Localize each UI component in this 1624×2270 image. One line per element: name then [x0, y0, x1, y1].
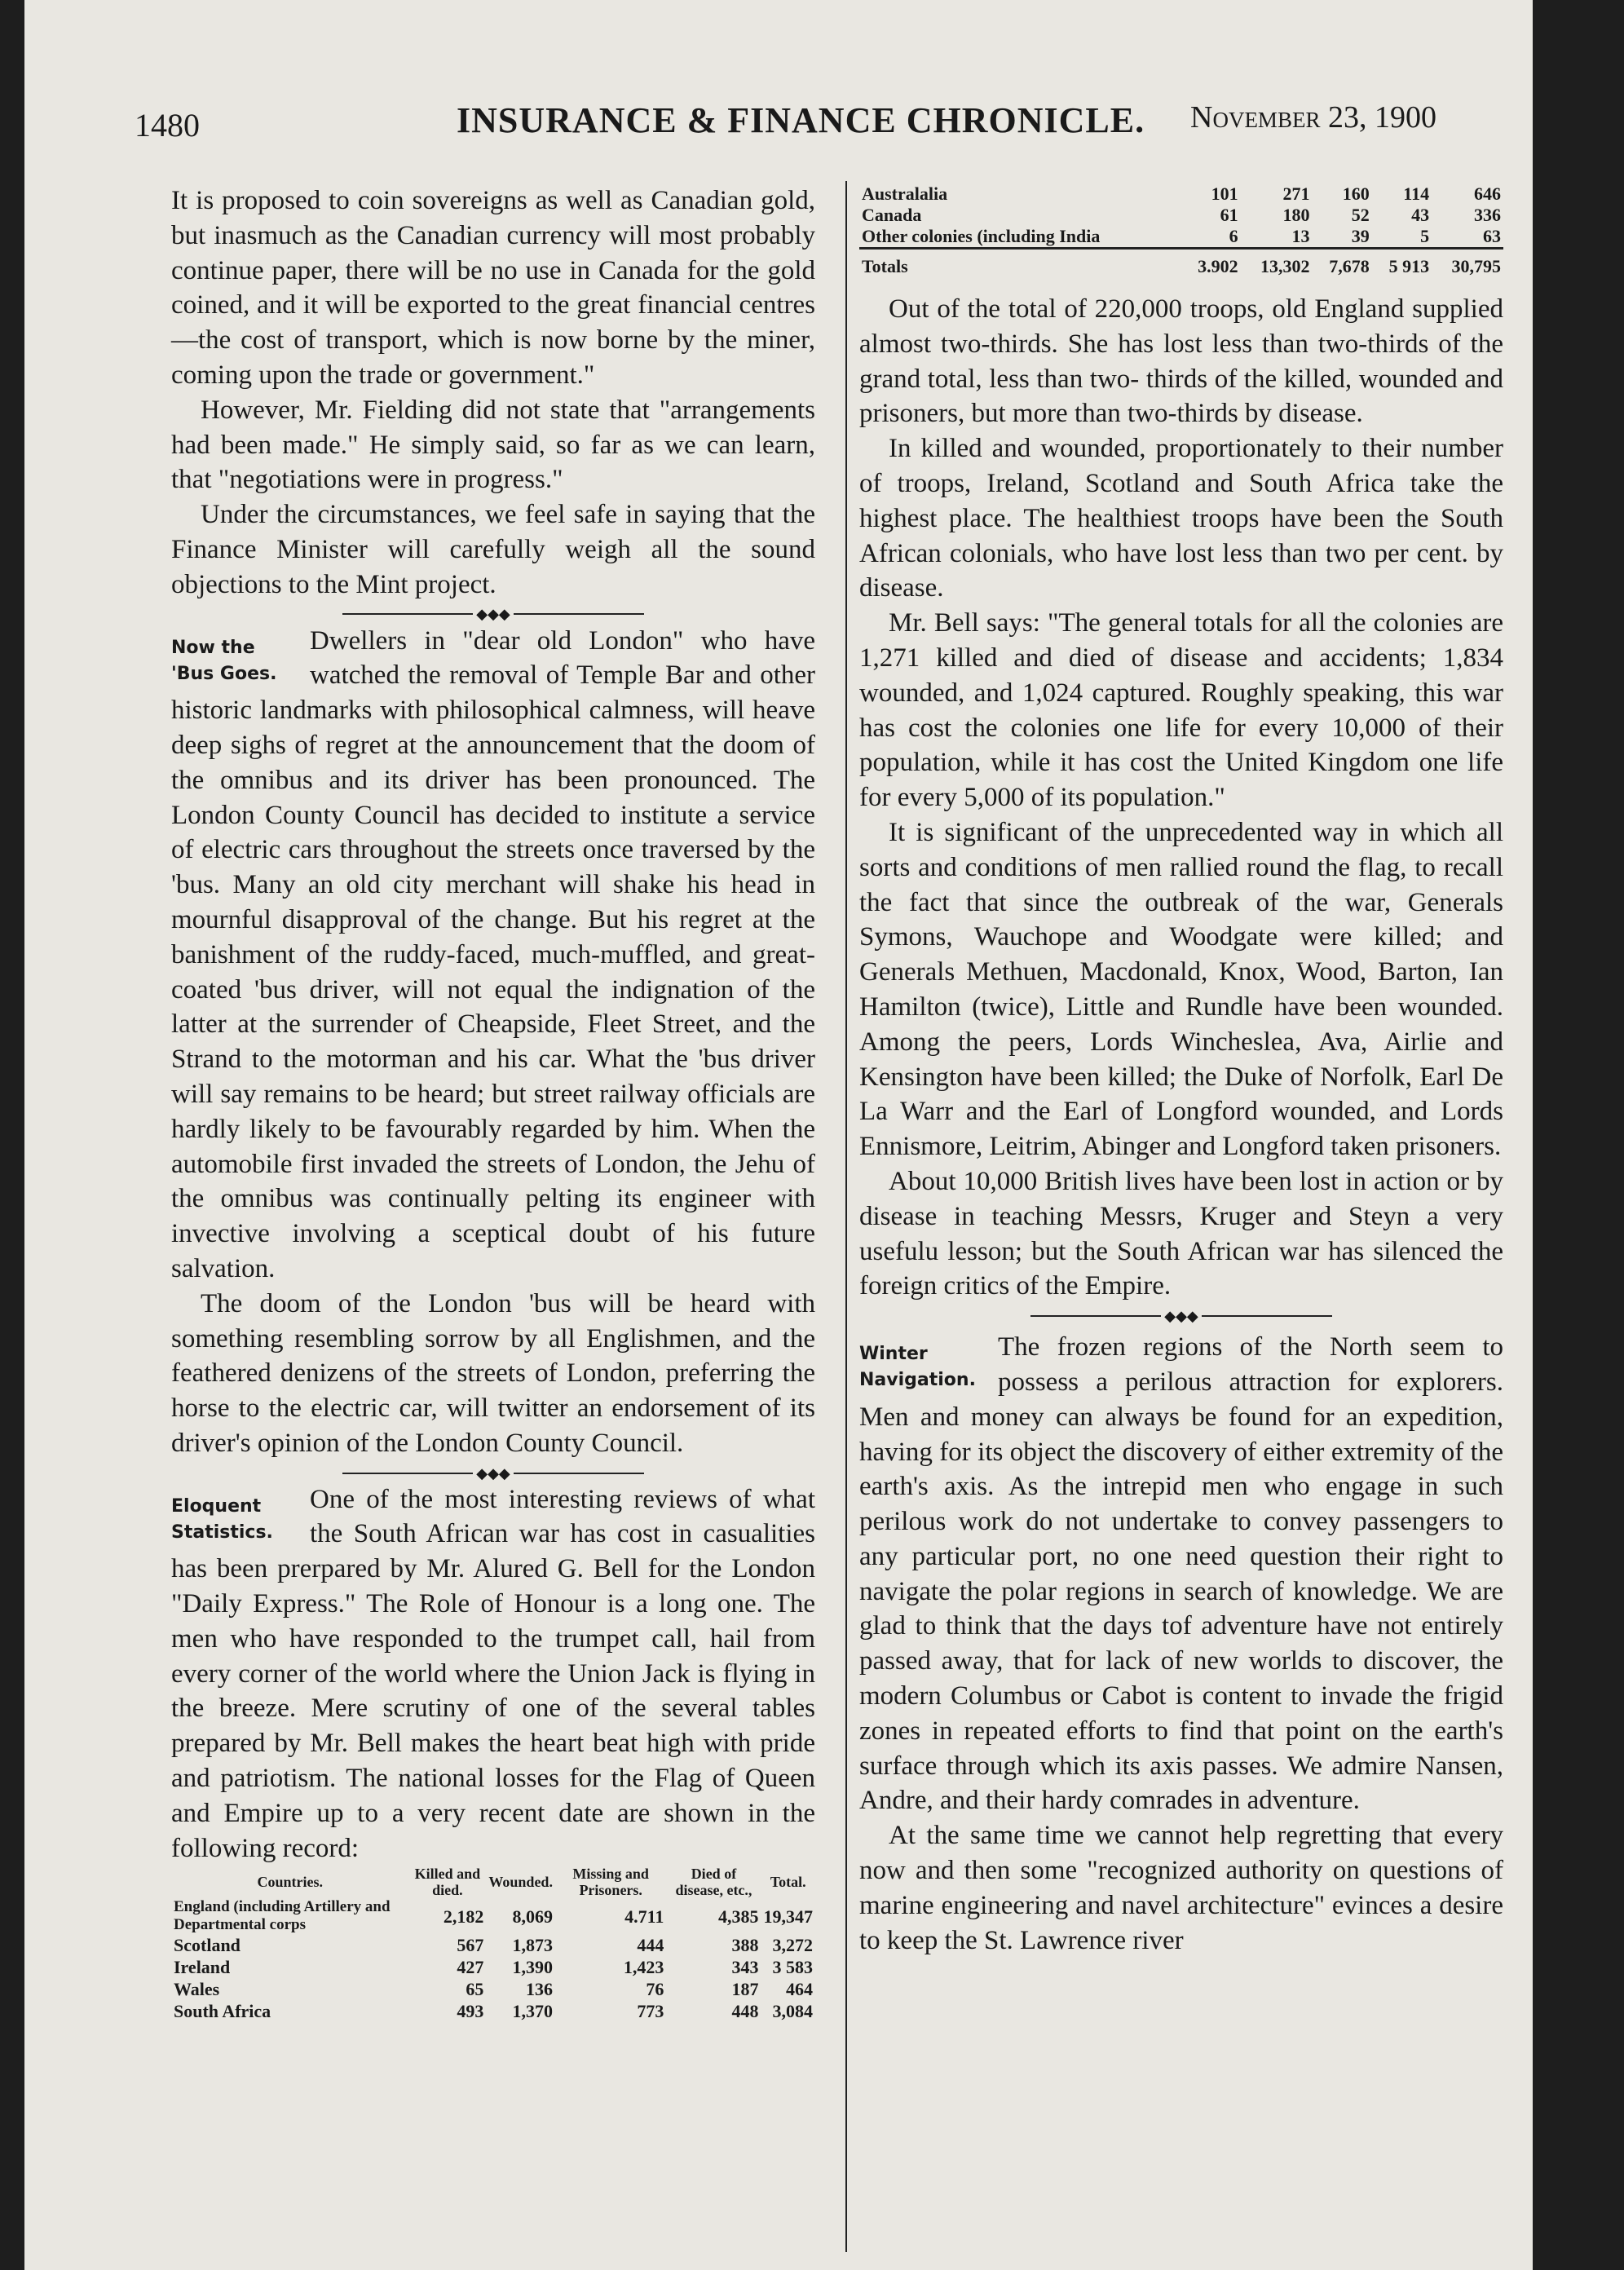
- war-paragraph: It is significant of the unprecedented way in which all sorts and conditions of men rallied round the flag, to recall the fact that since the outbreak of the war, Generals Symons, Wauchope and Woodgate were killed; and Generals Methuen, Macdonald, Knox, Wood, Barton, Ian Hamilton (twice), Little and Rundle have been wounded. Among the peers, Lords Wincheslea, Ava, Airlie and Kensington have been killed; the Duke of Norfolk, Earl De La Warr and the Earl of Longford wounded, and Lords Ennismore, Leitrim, Abinger and Longford taken prisoners.: [859, 817, 1503, 1162]
- cell-disease: 187: [731, 1979, 759, 2000]
- table-row: [171, 1934, 815, 1956]
- statistics-heading: Eloquent Statistics.: [171, 1495, 273, 1543]
- bus-paragraph: The doom of the London 'bus will be heard with something resembling sorrow by all Englishmen, and the feathered denizens of the streets of London, preferring the horse to the electric car, will twitter an endorsement of its driver's opinion of the London County Council.: [171, 1288, 815, 1458]
- table-row: [171, 1956, 815, 1978]
- cell-disease: 343: [731, 1957, 759, 1978]
- cell-killed: 2,182: [443, 1906, 484, 1927]
- cell-total: 646: [1474, 183, 1501, 204]
- section-ornament: ◆◆◆: [171, 603, 815, 624]
- cell-killed: 61: [1220, 205, 1238, 225]
- cell-wounded: 1,370: [512, 2001, 553, 2022]
- totals-row: [859, 249, 1503, 278]
- mint-paragraph: However, Mr. Fielding did not state that "arrangements had been made." He simply said, so far as we can learn, that "negotiations were in progress.": [171, 395, 815, 495]
- cell-total: 30,795: [1432, 249, 1503, 278]
- section-ornament: ◆◆◆: [171, 1461, 815, 1482]
- winter-heading: Winter Navigation.: [859, 1344, 976, 1391]
- war-paragraph: In killed and wounded, proportionately to their number of troops, Ireland, Scotland and South Africa take the highest place. The healthiest troops have been the South African colonials, who have lost less than two per cent. by disease.: [859, 434, 1503, 603]
- table-row: [171, 1978, 815, 2000]
- winter-article: [859, 1330, 1503, 1958]
- cell-killed: 3.902: [1180, 249, 1240, 278]
- cell-country: Scotland: [174, 1935, 241, 1956]
- table-header-row: [171, 1866, 815, 1898]
- winter-paragraph: At the same time we cannot help regretting that every now and then some "recognized authority on questions of marine engineering and navel architecture" evinces a desire to keep the St. Lawrence river: [859, 1821, 1503, 1955]
- issue-date: November 23, 1900: [1190, 100, 1436, 135]
- cell-wounded: 1,390: [512, 1957, 553, 1978]
- cell-missing: 444: [637, 1935, 664, 1956]
- header-killed: Killed and died.: [414, 1866, 481, 1899]
- cell-total: 464: [786, 1979, 813, 2000]
- table-row: [171, 1898, 815, 1934]
- cell-wounded: 8,069: [512, 1906, 553, 1927]
- bus-article: [171, 624, 815, 1461]
- cell-wounded: 180: [1282, 205, 1310, 225]
- cell-killed: 6: [1229, 226, 1238, 246]
- cell-missing: 773: [637, 2001, 664, 2022]
- cell-disease: 5: [1420, 226, 1430, 246]
- cell-country: Wales: [174, 1979, 220, 2000]
- cell-missing: 39: [1351, 226, 1370, 246]
- header-disease: Died of disease, etc.,: [675, 1866, 752, 1899]
- table-row: [171, 2000, 815, 2022]
- header-wounded: Wounded.: [488, 1874, 553, 1891]
- cell-total: 63: [1483, 226, 1501, 246]
- header-total: Total.: [770, 1874, 806, 1891]
- cell-killed: 101: [1211, 183, 1238, 204]
- cell-killed: 427: [457, 1957, 484, 1978]
- casualty-table-continued: [859, 183, 1503, 277]
- casualty-table: [171, 1866, 815, 2022]
- cell-killed: 567: [457, 1935, 484, 1956]
- cell-disease: 5 913: [1372, 249, 1432, 278]
- statistics-article: [171, 1482, 815, 1866]
- cell-total: 3,272: [772, 1935, 813, 1956]
- cell-total: 3,084: [772, 2001, 813, 2022]
- cell-missing: 1,423: [623, 1957, 664, 1978]
- cell-country: South Africa: [174, 2001, 271, 2022]
- war-paragraph: Mr. Bell says: "The general totals for all the colonies are 1,271 killed and died of disease and accidents; 1,834 wounded, and 1,024 captured. Roughly speaking, this war has cost the colonies one life for every 10,000 of their population, while it has cost the United Kingdom one life for every 5,000 of its population.": [859, 608, 1503, 813]
- cell-total: 3 583: [772, 1957, 813, 1978]
- table-row: [859, 226, 1503, 249]
- table-row: [859, 205, 1503, 226]
- cell-total: 19,347: [763, 1906, 813, 1927]
- cell-disease: 448: [731, 2001, 759, 2022]
- cell-killed: 65: [466, 1979, 484, 2000]
- cell-disease: 114: [1403, 183, 1430, 204]
- cell-totals-label: Totals: [859, 249, 1180, 278]
- cell-total: 336: [1474, 205, 1501, 225]
- page-header: [135, 91, 1488, 144]
- cell-country: Canada: [862, 205, 922, 225]
- cell-wounded: 136: [525, 1979, 553, 2000]
- header-missing: Missing and Prisoners.: [572, 1866, 649, 1899]
- cell-disease: 4,385: [717, 1906, 759, 1927]
- war-paragraph: Out of the total of 220,000 troops, old England supplied almost two-thirds. She has lost less than two-thirds of the grand total, less than two- thirds of the killed, wounded and prisoners, but more than two-thirds by disease.: [859, 294, 1503, 429]
- header-countries: Countries.: [257, 1874, 323, 1891]
- cell-country: Australalia: [862, 183, 948, 204]
- cell-wounded: 1,873: [512, 1935, 553, 1956]
- bus-paragraph: Dwellers in "dear old London" who have watched the removal of Temple Bar and other historic landmarks with philosophical calmness, will heave deep sighs of regret at the announcement that the doom of the omnibus and its driver has been pronounced. The London County Council has decided to institute a service of electric cars throughout the streets once traversed by the 'bus. Many an old city merchant will shake his head in mournful disapproval of the change. But his regret at the banishment of the ruddy-faced, much-muffled, and great-coated 'bus driver, will not equal the indignation of the latter at the surrender of Cheapside, Fleet Street, and the Strand to the motorman and his car. What the 'bus driver will say remains to be heard; but street railway officials are hardly likely to be favourably regarded by him. When the automobile first invaded the streets of London, the Jehu of the omnibus was continually pelting its engineer with invective involving a sceptical doubt of his future salvation.: [171, 625, 815, 1283]
- cell-wounded: 13: [1291, 226, 1310, 246]
- section-ornament: ◆◆◆: [859, 1304, 1503, 1325]
- cell-disease: 388: [731, 1935, 759, 1956]
- cell-missing: 160: [1342, 183, 1370, 204]
- cell-country: Ireland: [174, 1957, 231, 1978]
- left-column: [171, 183, 815, 2022]
- page-number: 1480: [135, 107, 200, 144]
- cell-wounded: 271: [1282, 183, 1310, 204]
- cell-missing: 4.711: [624, 1906, 664, 1927]
- cell-missing: 52: [1351, 205, 1370, 225]
- mint-paragraph: Under the circumstances, we feel safe in saying that the Finance Minister will carefully weigh all the sound objections to the Mint project.: [171, 500, 815, 599]
- cell-country: England (including Artillery and Departmental corps: [174, 1898, 391, 1934]
- bus-heading: Now the 'Bus Goes.: [171, 637, 277, 684]
- cell-missing: 7,678: [1312, 249, 1371, 278]
- table-row: [859, 183, 1503, 205]
- journal-title: INSURANCE & FINANCE CHRONICLE.: [457, 100, 1145, 140]
- cell-killed: 493: [457, 2001, 484, 2022]
- war-paragraph: About 10,000 British lives have been lost in action or by disease in teaching Messrs, Kruger and Steyn a very usefulu lesson; but the South African war has silenced the foreign critics of the Empire.: [859, 1166, 1503, 1301]
- cell-country: Other colonies (including India: [862, 226, 1101, 246]
- column-divider: [845, 181, 847, 2252]
- mint-paragraph: It is proposed to coin sovereigns as well as Canadian gold, but inasmuch as the Canadian currency will most probably continue paper, there will be no use in Canada for the gold coined, and it will be exported to the great financial centres—the cost of transport, which is now borne by the miner, coming upon the trade or government.": [171, 186, 815, 390]
- newspaper-page: [24, 0, 1533, 2270]
- cell-disease: 43: [1411, 205, 1430, 225]
- cell-missing: 76: [646, 1979, 664, 2000]
- cell-wounded: 13,302: [1241, 249, 1313, 278]
- winter-paragraph: The frozen regions of the North seem to possess a perilous attraction for explorers. Men and money can always be found for an expedition, having for its object the discovery of either extremity of the earth's axis. As the intrepid men who engage in such perilous work do not undertake to convey passengers to any particular port, no one need question their right to navigate the polar regions in search of knowledge. We are glad to think that the days tof adventure have not entirely passed away, that for lack of new worlds to discover, the modern Columbus or Cabot is content to invade the frigid zones in repeated efforts to find that point on the earth's surface through which its axis passes. We admire Nansen, Andre, and their hardy comrades in adventure.: [859, 1332, 1503, 1816]
- right-column: [859, 183, 1503, 1958]
- statistics-paragraph: One of the most interesting reviews of what the South African war has cost in casualities has been prerpared by Mr. Alured G. Bell for the London "Daily Express." The Role of Honour is a long one. The men who have responded to the trumpet call, hail from every corner of the world where the Union Jack is flying in the breeze. Mere scrutiny of one of the several tables prepared by Mr. Bell makes the heart beat high with pride and patriotism. The national losses for the Flag of Queen and Empire up to a very recent date are shown in the following record:: [171, 1484, 815, 1863]
